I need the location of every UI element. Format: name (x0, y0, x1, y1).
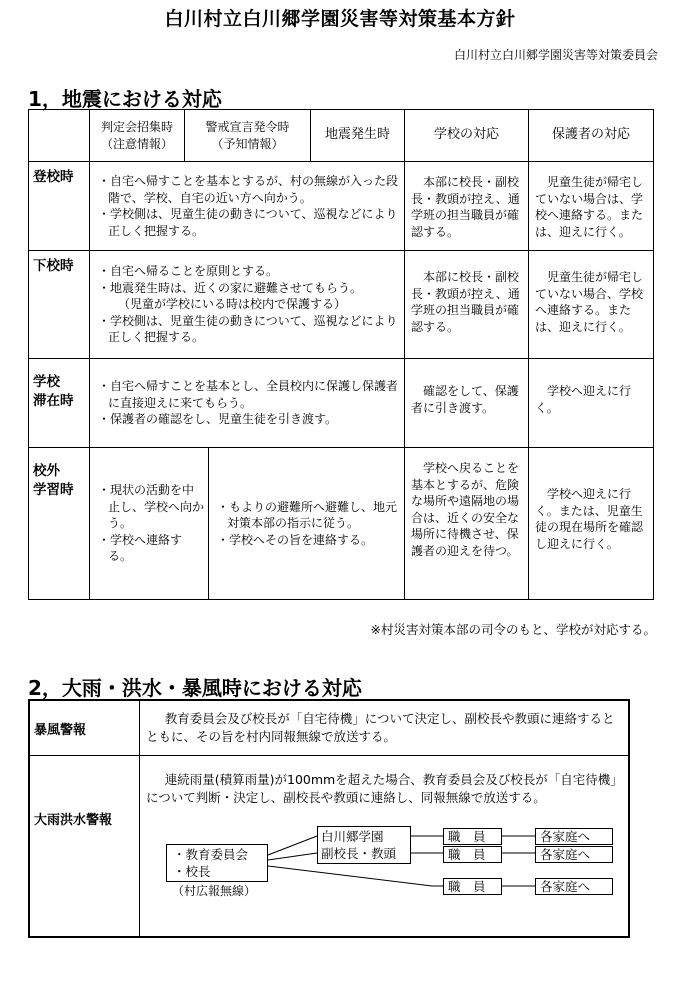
commute-out-guidance-3: ・学校側は、児童生徒の動きについて、巡視などにより正しく把握する。 (98, 313, 398, 345)
commute-out-school: 本部に校長・副校長・教頭が控え、通学班の担当職員が確認する。 (405, 251, 529, 359)
commute-out-guidance-note: （児童が学校にいる時は校内で保護する） (118, 297, 347, 312)
home-box-2: 各家庭へ (535, 846, 613, 863)
section1-heading: 1，地震における対応 (28, 87, 222, 111)
row-label-commute-out: 下校時 (29, 251, 90, 359)
field-trip-left-1: ・現状の活動を中止し、学校へ向かう。 (98, 483, 205, 531)
source-note: （村広報無線） (172, 884, 257, 898)
footnote: ※村災害対策本部の司令のもと、学校が対応する。 (370, 622, 656, 637)
header-parent-response: 保護者の対応 (529, 110, 653, 162)
field-trip-right-2: ・学校へその旨を連絡する。 (217, 532, 374, 547)
heavy-rain-paragraph: 連続雨量(積算雨量)が100mmを超えた場合、教育委員会及び校長が「自宅待機」について判断・決定し、副校長や教頭に連絡し、同報無線で放送する。 (146, 772, 617, 805)
at-school-guidance-1: ・自宅へ帰すことを基本とし、全員校内に保護し保護者に直接迎えに来てもらう。 (98, 379, 399, 410)
commute-out-guidance-2: ・地震発生時は、近くの家に避難させてもらう。 (98, 280, 363, 295)
header-warning-issued-label: 警戒宣言発令時 (205, 120, 290, 134)
header-alert-meeting-label: 判定会招集時 (100, 120, 173, 134)
home-box-3: 各家庭へ (535, 878, 613, 895)
staff-box-1: 職 員 (443, 828, 502, 845)
row-label-commute-in: 登校時 (29, 162, 90, 251)
field-trip-school: 学校へ戻ることを基本とするが、危険な場所や遠隔地の場合は、近くの安全な場所に待機させ、保護者の迎えを待つ。 (405, 448, 529, 599)
field-trip-parent: 学校へ迎えに行く。または、児童生徒の現在場所を確認し迎えに行く。 (535, 487, 644, 551)
header-warning-issued-sub: （予知情報） (211, 136, 284, 151)
section2-heading: 2，大雨・洪水・暴風時における対応 (28, 676, 362, 700)
field-trip-right-1: ・もよりの避難所へ避難し、地元対策本部の指示に従う。 (217, 499, 398, 531)
storm-warning-label: 暴風警報 (30, 701, 140, 756)
commute-in-school: 本部に校長・副校長・教頭が控え、通学班の担当職員が確認する。 (405, 162, 529, 251)
row-label-field-trip-1: 校外 (33, 463, 60, 479)
row-label-field-trip-2: 学習時 (33, 482, 74, 498)
at-school-school: 確認をして、保護者に引き渡す。 (405, 359, 529, 448)
page-title: 白川村立白川郷学園災害等対策基本方針 (164, 8, 516, 30)
connector-to-school (268, 836, 317, 855)
commute-out-parent: 児童生徒が帰宅していない場合、学校へ連絡する。または、迎えに行く。 (529, 251, 653, 359)
heavy-rain-label: 大雨洪水警報 (30, 756, 140, 936)
staff-box-2: 職 員 (443, 846, 502, 863)
row-label-at-school-1: 学校 (33, 374, 60, 390)
field-trip-left-2: ・学校へ連絡する。 (98, 532, 183, 564)
connector-to-staff-3 (268, 866, 432, 886)
header-school-response: 学校の対応 (405, 110, 529, 162)
commute-in-guidance-1: ・自宅へ帰すことを基本とするが、村の無線が入った段階で、学校、自宅の近い方へ向かう。 (98, 174, 399, 205)
at-school-guidance-2: ・保護者の確認をし、児童生徒を引き渡す。 (98, 412, 338, 427)
commute-in-parent: 児童生徒が帰宅していない場合は、学校へ連絡する。または、迎えに行く。 (529, 162, 653, 251)
source-box (166, 844, 268, 882)
row-label-at-school-2: 滞在時 (33, 393, 74, 409)
commute-out-guidance-1: ・自宅へ帰ることを原則とする。 (98, 264, 279, 279)
source-principal: ・校長 (173, 864, 211, 879)
home-box-1: 各家庭へ (535, 828, 613, 845)
header-alert-meeting-sub: （注意情報） (100, 136, 173, 151)
school-box (317, 826, 411, 864)
connector-to-vice (268, 853, 317, 860)
school-name: 白川郷学園 (321, 829, 384, 844)
committee-name: 白川村立白川郷学園災害等対策委員会 (453, 48, 658, 62)
at-school-parent: 学校へ迎えに行く。 (529, 359, 653, 448)
source-board: ・教育委員会 (173, 847, 249, 862)
commute-in-guidance-2: ・学校側は、児童生徒の動きについて、巡視などにより正しく把握する。 (98, 207, 398, 238)
staff-box-3: 職 員 (443, 878, 502, 895)
storm-warning-paragraph: 教育委員会及び校長が「自宅待機」について決定し、副校長や教頭に連絡するとともに、その旨を村内同報無線で放送する。 (146, 711, 615, 744)
header-quake-occurs: 地震発生時 (311, 110, 405, 162)
vice-principal: 副校長・教頭 (321, 846, 397, 861)
